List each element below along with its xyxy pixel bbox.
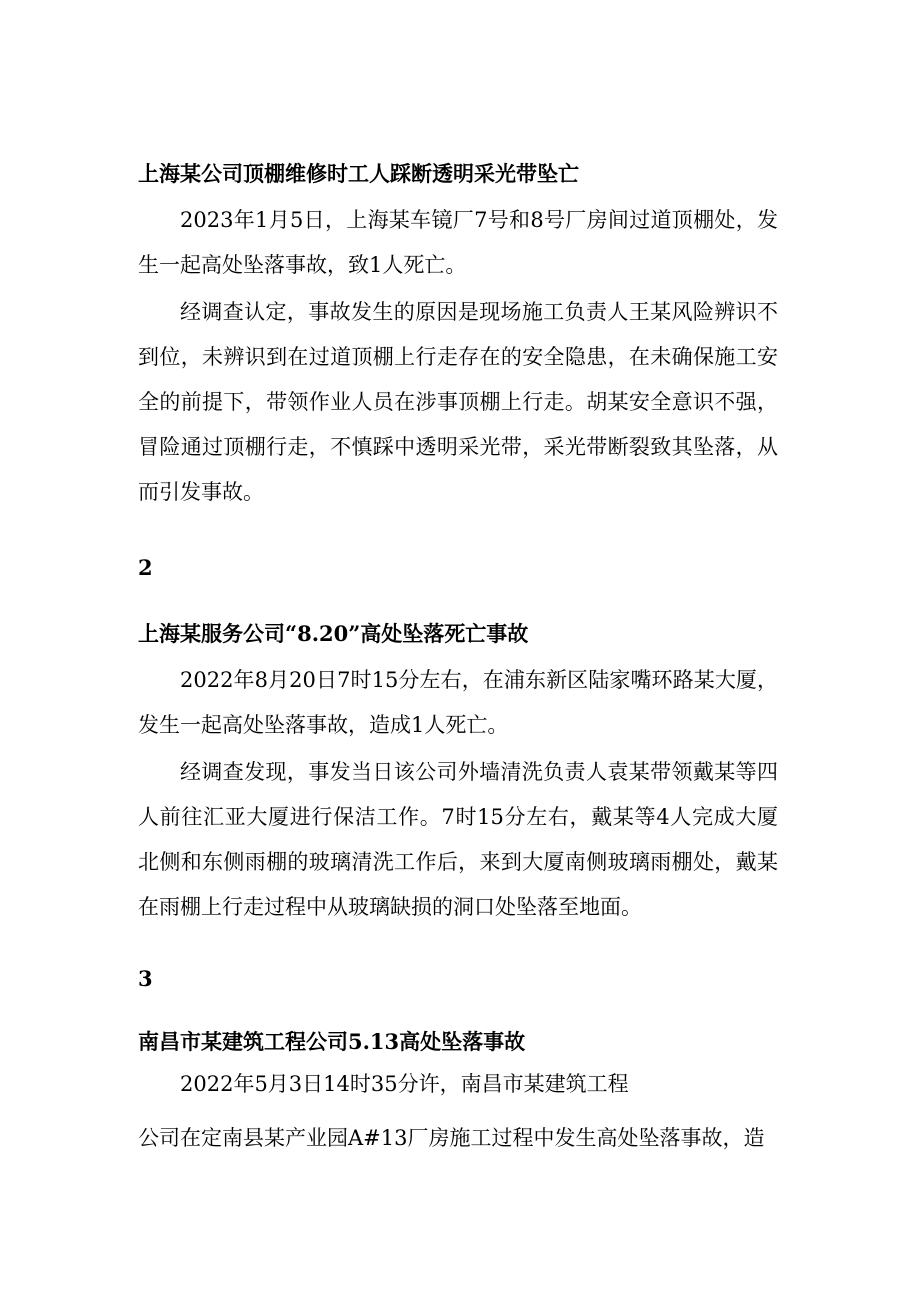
section-1-title: 上海某公司顶棚维修时工人踩断透明采光带坠亡 [138, 161, 579, 186]
section-2-paragraph-1: 2022年8月20日7时15分左右，在浦东新区陆家嘴环路某大厦，发生一起高处坠落事故，造成1人死亡。 [138, 668, 778, 737]
section-2-number: 2 [138, 555, 153, 580]
section-1-paragraph-2: 经调查认定，事故发生的原因是现场施工负责人王某风险辨识不到位，未辨识到在过道顶棚上行走存在的安全隐患，在未确保施工安全的前提下，带领作业人员在涉事顶棚上行走。胡某安全意识不强，冒险通过顶棚行走，不慎踩中透明采光带，采光带断裂致其坠落，从而引发事故。 [138, 300, 778, 504]
section-3-number: 3 [138, 966, 153, 991]
section-2-paragraph-2: 经调查发现，事发当日该公司外墙清洗负责人袁某带领戴某等四人前往汇亚大厦进行保洁工作。7时15分左右，戴某等4人完成大厦北侧和东侧雨棚的玻璃清洗工作后，来到大厦南侧玻璃雨棚处，戴某在雨棚上行走过程中从玻璃缺损的洞口处坠落至地面。 [138, 760, 778, 919]
section-1-paragraph-1: 2023年1月5日，上海某车镜厂7号和8号厂房间过道顶棚处，发生一起高处坠落事故，致1人死亡。 [138, 208, 778, 277]
section-2-title: 上海某服务公司“8.20”高处坠落死亡事故 [138, 621, 529, 646]
section-3-title: 南昌市某建筑工程公司5.13高处坠落事故 [138, 1029, 526, 1054]
section-3-paragraph-line-1: 2022年5月3日14时35分许，南昌市某建筑工程 [180, 1072, 629, 1096]
section-3-paragraph-line-2: 公司在定南县某产业园A#13厂房施工过程中发生高处坠落事故，造 [138, 1126, 765, 1150]
